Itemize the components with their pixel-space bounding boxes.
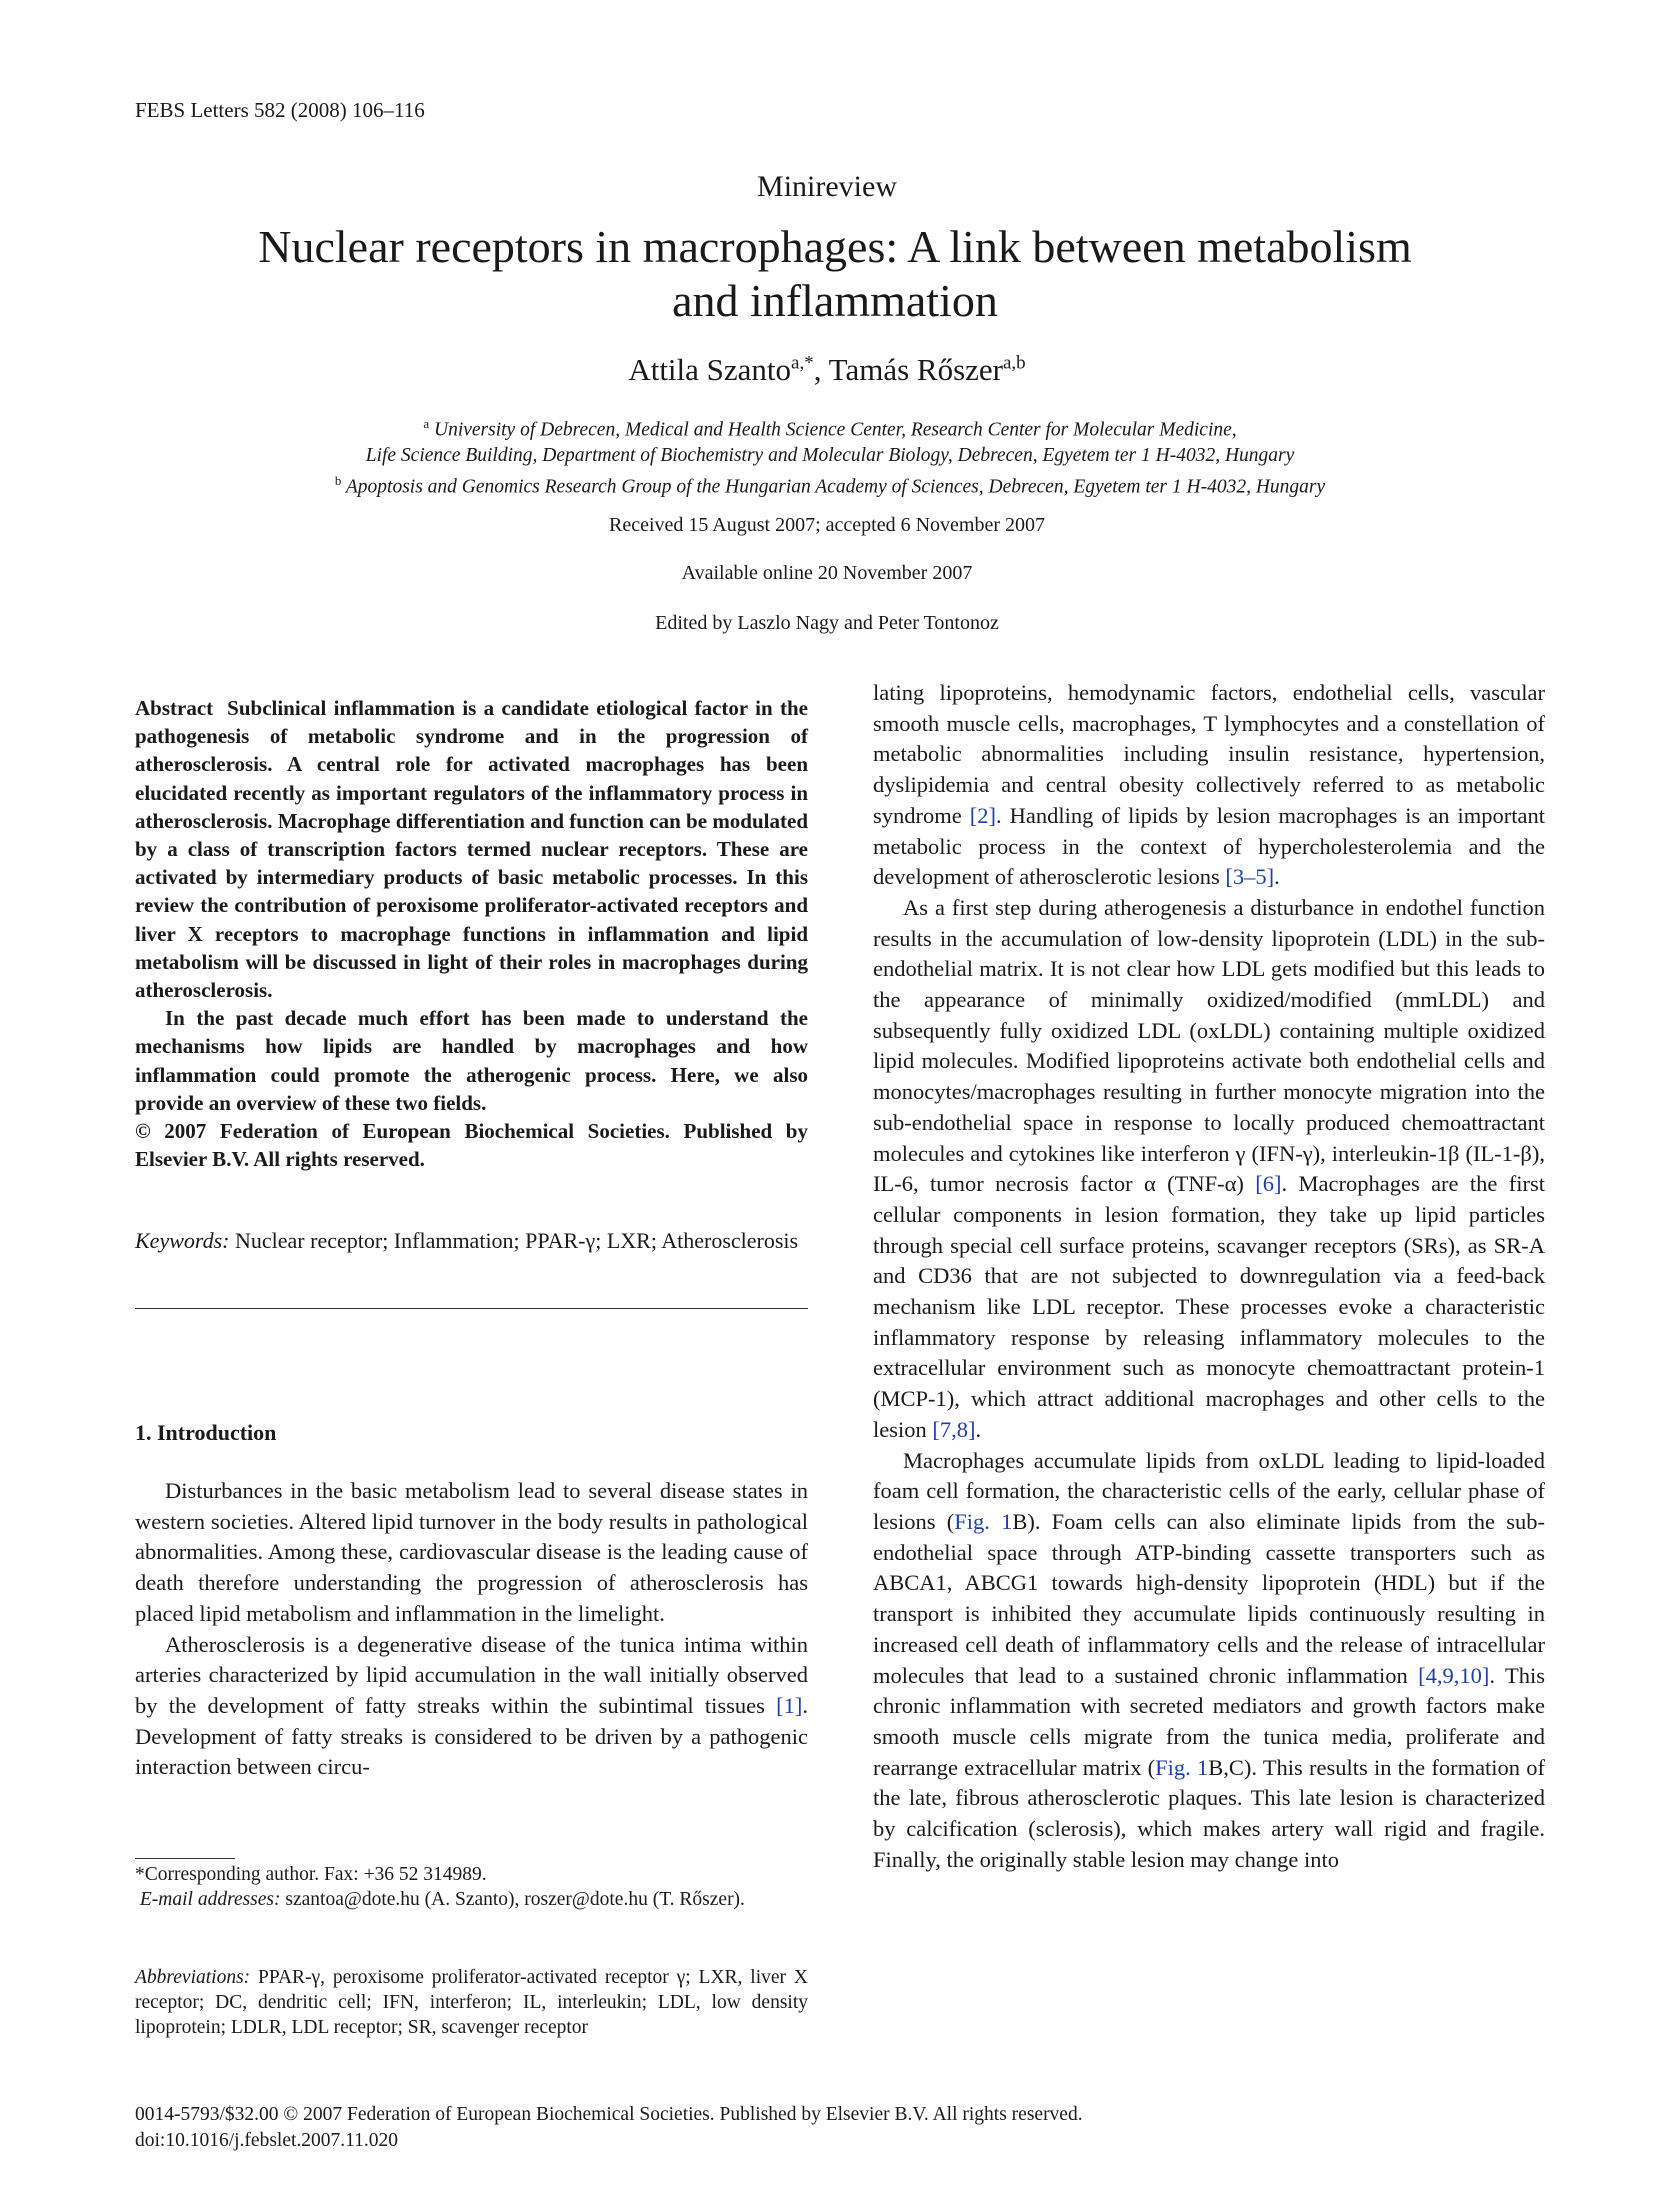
email-text: szantoa@dote.hu (A. Szanto), roszer@dote.hu (T. Rőszer).: [280, 1889, 745, 1910]
affiliation-text: Apoptosis and Genomics Research Group of the Hungarian Academy of Sciences, Debrecen, Egyetem ter 1 H-4032, Hungary: [345, 476, 1326, 497]
citation-link[interactable]: [3–5]: [1225, 864, 1275, 890]
title-line-2: and inflammation: [672, 275, 998, 326]
author-name: , Tamás Rőszer: [813, 352, 1003, 387]
keywords-text: Nuclear receptor; Inflammation; PPAR-γ; LXR; Atherosclerosis: [235, 1228, 799, 1253]
abbreviations: [135, 1965, 808, 2040]
paragraph: [873, 1446, 1545, 1876]
text-run: .: [1274, 864, 1280, 890]
figure-link[interactable]: Fig. 1: [954, 1508, 1013, 1534]
corresponding-author: *Corresponding author. Fax: +36 52 314989.: [135, 1864, 487, 1885]
editors: Edited by Laszlo Nagy and Peter Tontonoz: [655, 612, 999, 634]
text-run: B). Foam cells can also eliminate lipids from the sub-endothelial space through ATP-binding cassette transporters such as ABCA1, ABCG1 towards high-density lipoprotein (HDL) but if the transport is inhibited they accumulate lipids continuously resulting in increased cell death of inflammatory cells and the release of intracellular molecules that lead to a sustained chronic inflammation: [873, 1508, 1546, 1688]
title-line-1: Nuclear receptors in macrophages: A link between metabolism: [258, 221, 1412, 272]
right-column: [873, 678, 1545, 1875]
affiliation-a-cont: Life Science Building, Department of Biochemistry and Molecular Biology, Debrecen, Egyetem ter 1 H-4032, Hungary: [365, 444, 1295, 466]
footnote-divider: [135, 1858, 235, 1859]
figure-link[interactable]: Fig. 1: [1155, 1754, 1209, 1780]
citation-link[interactable]: [7,8]: [932, 1416, 976, 1442]
abstract-label: Abstract: [135, 696, 214, 720]
citation-link[interactable]: [1]: [776, 1692, 803, 1718]
text-run: lating lipoproteins, hemodynamic factors, endothelial cells, vascular smooth muscle cells, macrophages, T lymphocytes and a constellation of metabolic abnormalities including insulin resistance, hypertension, dyslipidemia and central obesity collectively referred to as metabolic syndrome: [873, 680, 1545, 828]
text-run: B,C). This results in the formation of the late, fibrous atherosclerotic plaques. This late lesion is characterized by calcification (sclerosis), which makes artery wall rigid and fragile. Finally, the originally stable lesion may change into: [873, 1754, 1546, 1872]
abstract: [135, 694, 808, 1173]
abstract-text: Subclinical inflammation is a candidate etiological factor in the pathogenesis of metabolic syndrome and in the progression of atherosclerosis. A central role for activated macrophages has been elucidated recently as important regulators of the inflammatory process in atherosclerosis. Macrophage differentiation and function can be modulated by a class of transcription factors termed nuclear receptors. These are activated by intermediary products of basic metabolic processes. In this review the contribution of peroxisome proliferator-activated receptors and liver X receptors to macrophage functions in inflammation and lipid metabolism will be discussed in light of their roles in macrophages during atherosclerosis.: [135, 696, 808, 1003]
paragraph: [873, 893, 1545, 1446]
doi: doi:10.1016/j.febslet.2007.11.020: [135, 2130, 399, 2151]
affiliation-text: University of Debrecen, Medical and Health Science Center, Research Center for Molecular Medicine,: [433, 419, 1237, 441]
article-title: [200, 220, 1470, 328]
abstract-text: In the past decade much effort has been made to understand the mechanisms how lipids are handled by macrophages and how inflammation could promote the atherogenic process. Here, we also provide an overview of these two fields.: [135, 1006, 808, 1115]
paragraph: [873, 678, 1545, 893]
paragraph: [135, 1630, 808, 1784]
author-list: [0, 352, 1654, 388]
keywords-label: Keywords:: [135, 1228, 230, 1253]
affiliation-a: [180, 411, 1480, 443]
paragraph: Disturbances in the basic metabolism lead to several disease states in western societies. Altered lipid turnover in the body results in pathological abnormalities. Among these, cardiovascular disease is the leading cause of death therefore understanding the progression of atherosclerosis has placed lipid metabolism and inflammation in the limelight.: [135, 1478, 808, 1626]
keywords: [135, 1226, 808, 1255]
copyright-line: 0014-5793/$32.00 © 2007 Federation of European Biochemical Societies. Published by Elsevier B.V. All rights reserved.: [135, 2104, 1083, 2125]
author-affiliation-mark: a,*: [791, 352, 814, 374]
affiliation-mark: b: [334, 472, 342, 488]
text-run: . Macrophages are the first cellular components in lesion formation, they take up lipid particles through special cell surface proteins, scavanger receptors (SRs), as SR-A and CD36 that are not subjected to downregulation via a feed-back mechanism like LDL receptor. These processes evoke a characteristic inflammatory response by releasing inflammatory molecules to the extracellular environment such as monocyte chemoattractant protein-1 (MCP-1), which attract additional macrophages and other cells to the lesion: [873, 1171, 1545, 1442]
abbreviations-label: Abbreviations:: [135, 1967, 251, 1988]
citation-link[interactable]: [4,9,10]: [1418, 1662, 1490, 1688]
journal-citation: FEBS Letters 582 (2008) 106–116: [135, 98, 425, 122]
affiliations: [180, 411, 1480, 499]
section-divider: [135, 1308, 808, 1309]
text-run: . Development of fatty streaks is considered to be driven by a pathogenic interaction between circu-: [135, 1692, 808, 1780]
email-label: E-mail addresses:: [139, 1889, 281, 1910]
text-run: . This chronic inflammation with secreted mediators and growth factors make smooth muscle cells migrate from the tunica media, proliferate and rearrange extracellular matrix (: [873, 1662, 1545, 1780]
text-run: Macrophages accumulate lipids from oxLDL leading to lipid-loaded foam cell formation, the characteristic cells of the early, cellular phase of lesions (: [873, 1447, 1545, 1534]
author-affiliation-mark: a,b: [1002, 352, 1026, 374]
affiliation-b: [180, 468, 1480, 500]
author-name: Attila Szanto: [628, 352, 792, 387]
citation-link[interactable]: [6]: [1255, 1171, 1282, 1197]
citation-link[interactable]: [2]: [969, 802, 997, 828]
text-run: . Handling of lipids by lesion macrophages is an important metabolic process in the context of hypercholesterolemia and the development of atherosclerotic lesions: [873, 802, 1545, 890]
affiliation-mark: a: [423, 416, 430, 431]
corresponding-footnote: [135, 1862, 808, 1912]
abstract-copyright: © 2007 Federation of European Biochemical Societies. Published by Elsevier B.V. All rights reserved.: [135, 1119, 808, 1172]
article-type: Minireview: [757, 170, 897, 203]
abbreviations-text: PPAR-γ, peroxisome proliferator-activated receptor γ; LXR, liver X receptor; DC, dendritic cell; IFN, interferon; IL, interleukin; LDL, low density lipoprotein; LDLR, LDL receptor; SR, scavenger receptor: [135, 1967, 808, 2038]
page-footer: [135, 2102, 1083, 2154]
text-run: As a first step during atherogenesis a disturbance in endothel function results in the accumulation of low-density lipoprotein (LDL) in the sub-endothelial matrix. It is not clear how LDL gets modified but this leads to the appearance of minimally oxidized/modified (mmLDL) and subsequently fully oxidized LDL (oxLDL) containing multiple oxidized lipid molecules. Modified lipoproteins activate both endothelial cells and monocytes/macrophages resulting in further monocyte migration into the sub-endothelial space in response to locally produced chemoattractant molecules and cytokines like interferon γ (IFN-γ), interleukin-1β (IL-1-β), IL-6, tumor necrosis factor α (TNF-α): [873, 894, 1545, 1197]
intro-body: [135, 1476, 808, 1783]
online-date: Available online 20 November 2007: [681, 562, 973, 584]
text-run: Atherosclerosis is a degenerative disease of the tunica intima within arteries characterized by lipid accumulation in the wall initially observed by the development of fatty streaks within the subintimal tissues: [135, 1631, 808, 1718]
email-addresses: [135, 1887, 808, 1912]
received-date: Received 15 August 2007; accepted 6 November 2007: [609, 514, 1045, 536]
section-heading: 1. Introduction: [135, 1420, 277, 1445]
text-run: .: [975, 1416, 982, 1442]
